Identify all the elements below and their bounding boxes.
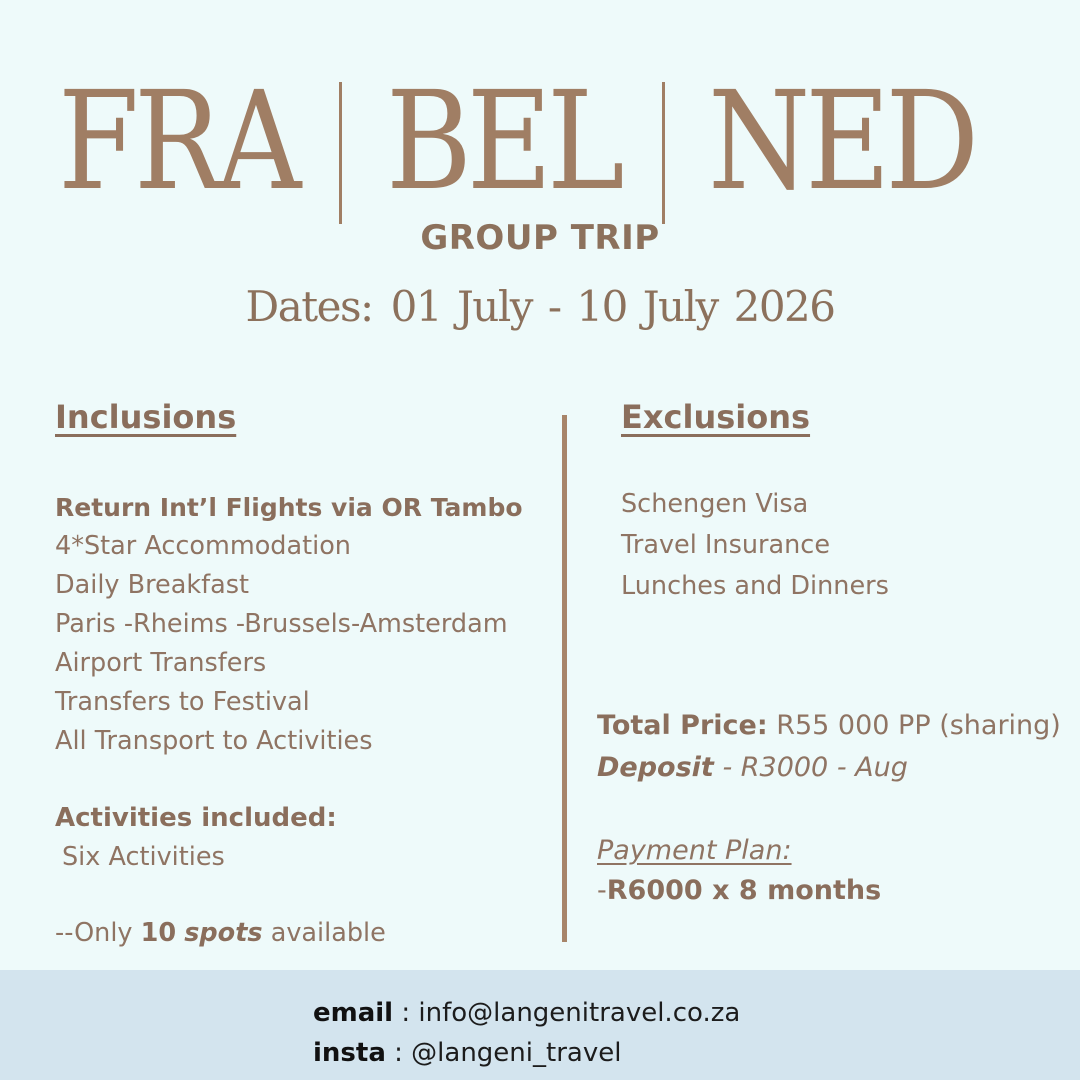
activities-heading: Activities included: xyxy=(55,803,337,833)
deposit xyxy=(597,752,908,783)
spots-suffix: available xyxy=(270,918,386,948)
insta-label: insta xyxy=(313,1038,386,1068)
title-separator xyxy=(339,82,342,224)
payment-plan-prefix: - xyxy=(597,875,607,906)
country-code-fra: FRA xyxy=(58,63,297,221)
payment-plan-value: R6000 x 8 months xyxy=(606,875,882,906)
spots-prefix: --Only xyxy=(55,918,133,948)
spots-word: spots xyxy=(184,918,263,948)
list-item: Transfers to Festival xyxy=(55,687,310,717)
exclusions-heading: Exclusions xyxy=(621,398,811,436)
list-item: Schengen Visa xyxy=(621,489,809,519)
email-value[interactable]: info@langenitravel.co.za xyxy=(418,998,741,1028)
list-item: Lunches and Dinners xyxy=(621,571,889,601)
list-item: Daily Breakfast xyxy=(55,570,250,600)
payment-plan xyxy=(597,875,881,906)
title-separator xyxy=(662,82,665,224)
country-code-bel: BEL xyxy=(386,63,620,221)
column-divider xyxy=(562,415,567,942)
deposit-label: Deposit xyxy=(597,752,714,783)
total-price-label: Total Price: xyxy=(597,710,768,741)
deposit-value: - R3000 - Aug xyxy=(722,752,908,783)
activities-value: Six Activities xyxy=(62,842,225,872)
insta-separator: : xyxy=(394,1038,403,1068)
exclusions-list xyxy=(621,484,889,607)
total-price xyxy=(597,710,1061,741)
title-block xyxy=(0,62,1080,232)
insta-row xyxy=(313,1038,621,1068)
dates-label: Dates: xyxy=(245,282,373,331)
list-item: All Transport to Activities xyxy=(55,726,373,756)
list-item: 4*Star Accommodation xyxy=(55,531,351,561)
list-item: Paris -Rheims -Brussels-Amsterdam xyxy=(55,609,508,639)
email-separator: : xyxy=(401,998,411,1028)
list-item: Return Int’l Flights via OR Tambo xyxy=(55,493,523,522)
email-row xyxy=(313,998,740,1028)
spots-number: 10 xyxy=(140,918,177,948)
country-code-ned: NED xyxy=(708,63,975,221)
list-item: Airport Transfers xyxy=(55,648,267,678)
insta-value[interactable]: @langeni_travel xyxy=(411,1038,622,1068)
payment-plan-label: Payment Plan: xyxy=(597,835,792,866)
page-subtitle: GROUP TRIP xyxy=(420,218,660,258)
inclusions-list xyxy=(55,488,523,761)
contact-footer xyxy=(0,970,1080,1080)
list-item: Travel Insurance xyxy=(621,530,831,560)
spots-note xyxy=(55,918,386,948)
email-label: email xyxy=(313,998,394,1028)
dates-value: 01 July - 10 July 2026 xyxy=(390,282,835,331)
total-price-value: R55 000 PP (sharing) xyxy=(776,710,1061,741)
trip-dates xyxy=(0,282,1080,331)
inclusions-heading: Inclusions xyxy=(55,398,237,436)
